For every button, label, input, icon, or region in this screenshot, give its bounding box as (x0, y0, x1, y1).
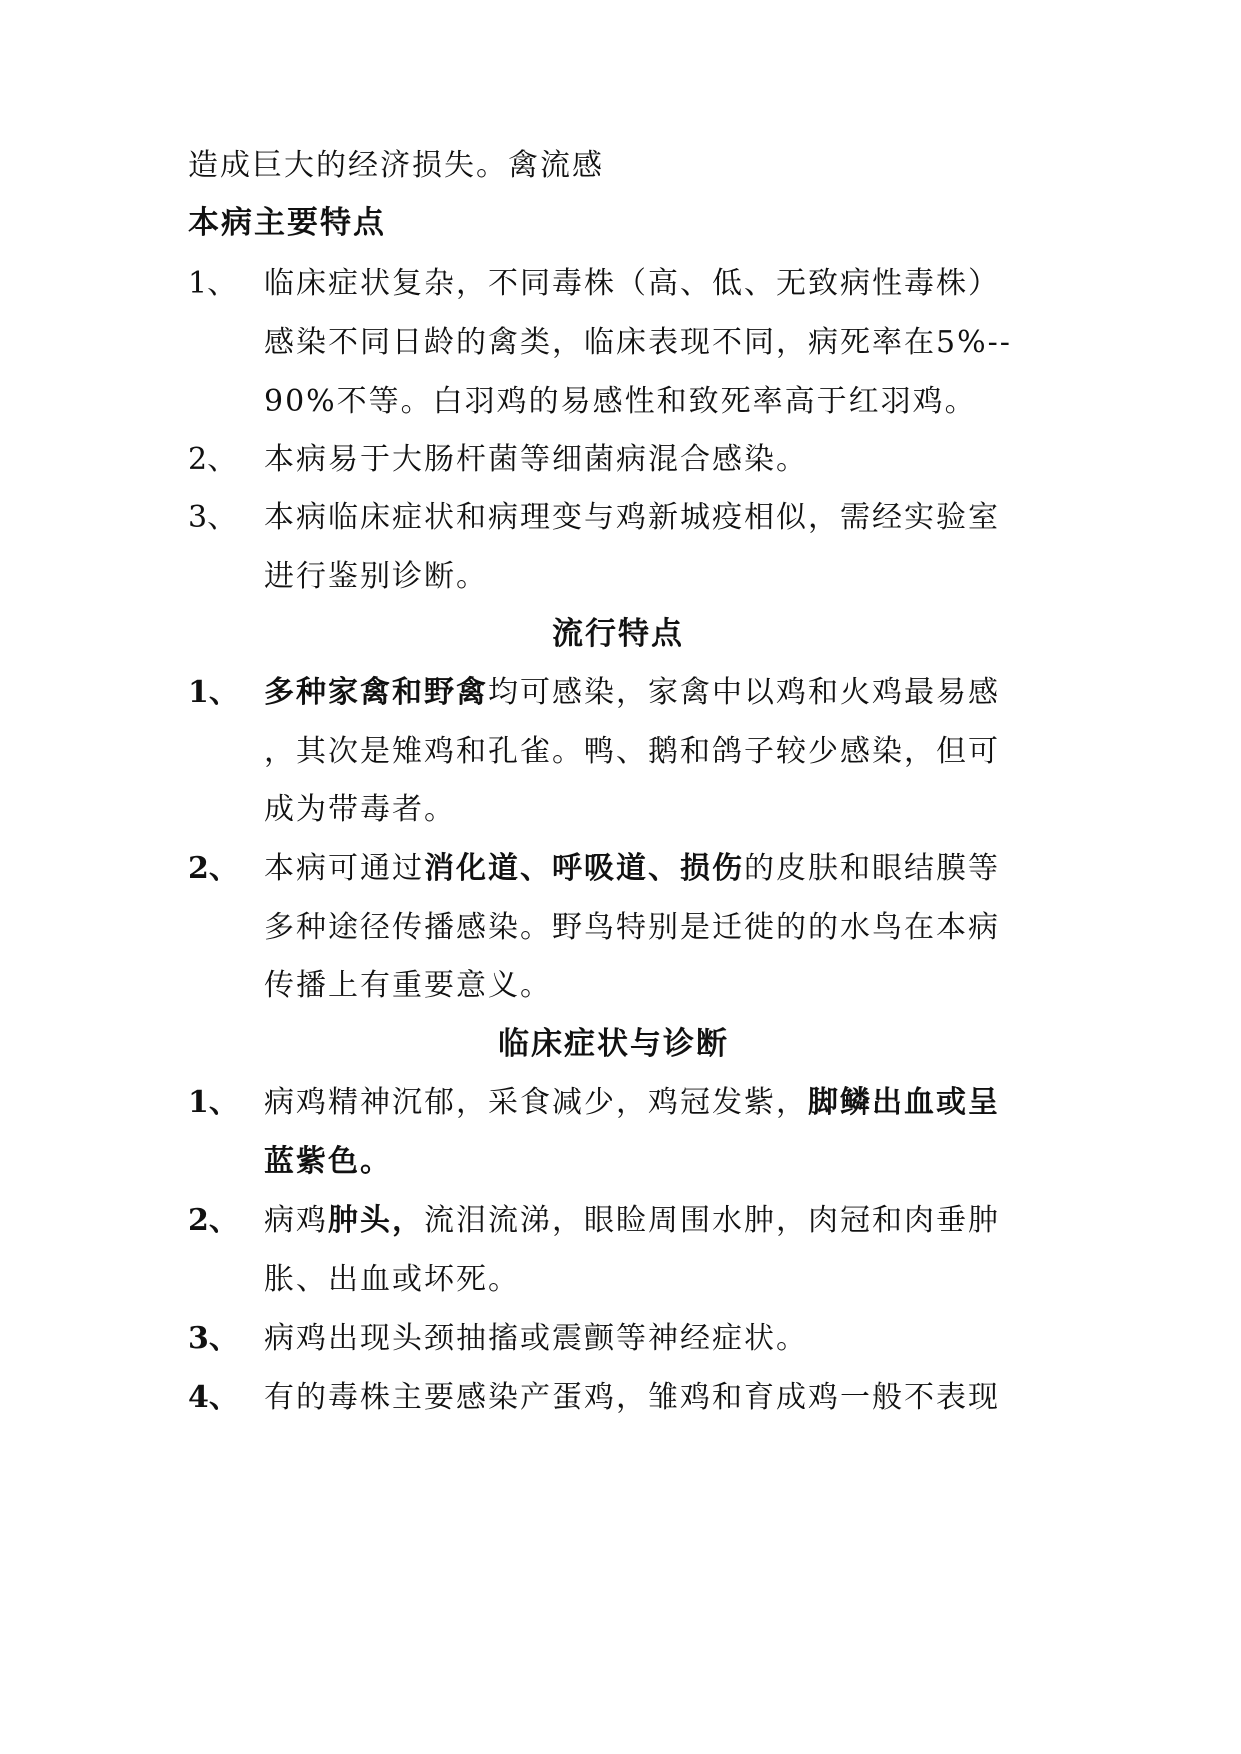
clinical-item-2-text-c: 流泪流涕，眼睑周围水肿，肉冠和肉垂肿 (424, 1203, 1000, 1238)
intro-line: 造成巨大的经济损失。禽流感 (188, 148, 604, 183)
clinical-item-2-line-2: 胀、出血或坏死。 (264, 1262, 520, 1297)
clinical-item-1-line-2: 蓝紫色。 (264, 1144, 392, 1179)
epidemic-item-1-number: 1、 (188, 675, 239, 710)
epidemic-item-2-line-2: 多种途径传播感染。野鸟特别是迁徙的的水鸟在本病 (264, 910, 1000, 945)
clinical-item-4-line-1: 有的毒株主要感染产蛋鸡，雏鸡和育成鸡一般不表现 (264, 1380, 1000, 1415)
epidemic-item-1-line-2: ，其次是雉鸡和孔雀。鸭、鹅和鸽子较少感染，但可 (264, 734, 1000, 769)
epidemic-item-2-bold-text: 消化道、呼吸道、损伤 (424, 851, 744, 886)
epidemic-item-2-text-c: 的皮肤和眼结膜等 (744, 851, 1000, 886)
section-epidemic-title: 流行特点 (552, 616, 684, 652)
epidemic-item-2-text-a: 本病可通过 (264, 851, 424, 886)
features-item-3-line-2: 进行鉴别诊断。 (264, 559, 488, 594)
epidemic-item-1-text: 均可感染，家禽中以鸡和火鸡最易感 (488, 675, 1000, 710)
features-item-3-number: 3、 (188, 500, 238, 535)
epidemic-item-2-line-1 (264, 849, 1000, 889)
clinical-item-4-number: 4、 (188, 1380, 239, 1415)
epidemic-item-1-bold-text: 多种家禽和野禽 (264, 675, 488, 710)
clinical-item-2-text-a: 病鸡 (264, 1203, 328, 1238)
clinical-item-2-line-1 (264, 1201, 1000, 1241)
clinical-item-2-number: 2、 (188, 1203, 239, 1238)
clinical-item-2-bold-text: 肿头， (328, 1203, 424, 1238)
clinical-item-1-line-1 (264, 1083, 1000, 1123)
features-item-1-line-3: 90%不等。白羽鸡的易感性和致死率高于红羽鸡。 (264, 384, 977, 419)
features-item-2-number: 2、 (188, 442, 238, 477)
epidemic-item-2-number: 2、 (188, 851, 239, 886)
clinical-item-1-bold-text: 脚鳞出血或呈 (808, 1085, 1000, 1120)
clinical-item-1-number: 1、 (188, 1085, 239, 1120)
features-item-1-number: 1、 (188, 266, 238, 301)
clinical-item-3-line-1: 病鸡出现头颈抽搐或震颤等神经症状。 (264, 1321, 808, 1356)
features-item-3-line-1: 本病临床症状和病理变与鸡新城疫相似，需经实验室 (264, 500, 1000, 535)
section-clinical-title: 临床症状与诊断 (498, 1026, 729, 1062)
clinical-item-1-text: 病鸡精神沉郁，采食减少，鸡冠发紫， (264, 1085, 808, 1120)
epidemic-item-1-line-1 (264, 673, 1000, 713)
features-item-1-line-2: 感染不同日龄的禽类，临床表现不同，病死率在5%-- (264, 325, 1012, 360)
features-item-2-line-1: 本病易于大肠杆菌等细菌病混合感染。 (264, 442, 808, 477)
features-item-1-line-1: 临床症状复杂，不同毒株（高、低、无致病性毒株） (264, 266, 1000, 301)
epidemic-item-2-line-3: 传播上有重要意义。 (264, 968, 552, 1003)
epidemic-item-1-line-3: 成为带毒者。 (264, 792, 456, 827)
clinical-item-3-number: 3、 (188, 1321, 239, 1356)
section-features-title: 本病主要特点 (188, 205, 386, 241)
